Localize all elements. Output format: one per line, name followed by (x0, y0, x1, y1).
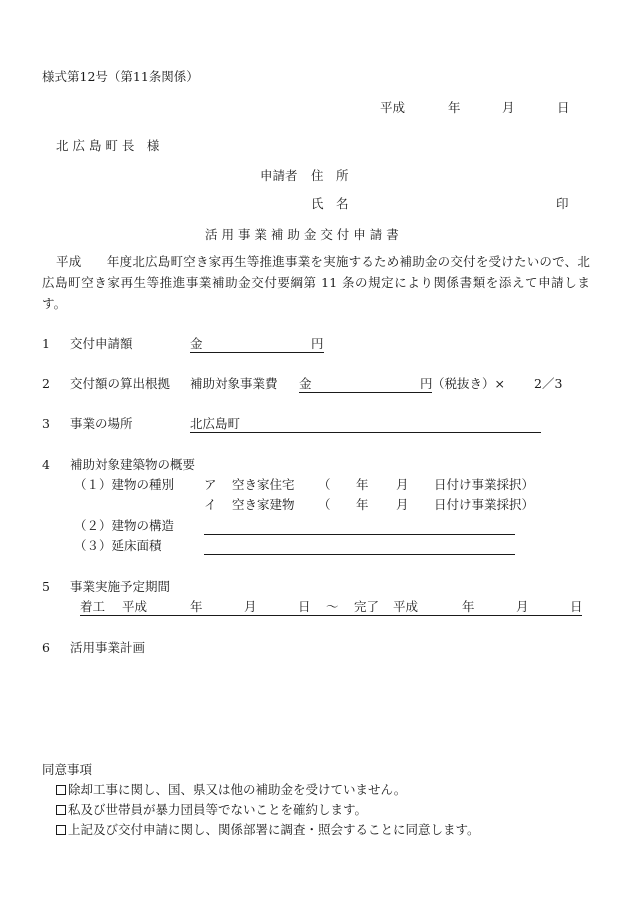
consent-item (56, 782, 406, 798)
item-5-number: 5 (42, 579, 50, 594)
consent-text-3: 上記及び交付申請に関し、関係部署に調査・照会することに同意します。 (68, 822, 480, 837)
date-year: 年 (448, 100, 461, 115)
item-1-number: 1 (42, 336, 50, 351)
item-3-place: 北広島町 (190, 416, 241, 431)
option-a-year: 年 (356, 477, 369, 492)
applicant-label: 申請者 (260, 168, 298, 183)
option-b-year: 年 (356, 497, 369, 512)
item-2-tax-note: （税抜き）× (432, 376, 505, 391)
applicant-address-label: 住 所 (311, 168, 349, 183)
end-day: 日 (570, 599, 583, 614)
option-a-tail: 日付け事業採択） (434, 477, 535, 492)
form-number: 様式第12号（第11条関係） (42, 69, 199, 84)
utilization-plan-area[interactable] (70, 660, 590, 755)
option-a-text: 空き家住宅 (232, 477, 295, 492)
item-2-label: 交付額の算出根拠 (70, 376, 171, 391)
requested-amount-field[interactable] (190, 336, 324, 353)
option-b-month: 月 (396, 497, 409, 512)
project-location-field[interactable] (190, 416, 541, 433)
floor-area-field[interactable] (204, 538, 515, 555)
end-year: 年 (462, 599, 475, 614)
document-title: 活 用 事 業 補 助 金 交 付 申 請 書 (205, 227, 399, 242)
option-b-letter: イ (204, 497, 217, 512)
end-era: 平成 (393, 599, 419, 614)
consent-item (56, 822, 480, 838)
option-b-paren: （ (318, 497, 331, 512)
date-day: 日 (557, 100, 570, 115)
end-label: 完了 (354, 599, 380, 614)
item-5-label: 事業実施予定期間 (70, 579, 171, 594)
item-4-number: 4 (42, 457, 50, 472)
item-1-label: 交付申請額 (70, 336, 133, 351)
consent-item (56, 802, 367, 818)
option-a-paren: （ (318, 477, 331, 492)
building-structure-field[interactable] (204, 518, 515, 535)
start-label: 着工 (80, 599, 106, 614)
option-a-letter: ア (204, 477, 217, 492)
item-6-label: 活用事業計画 (70, 640, 146, 655)
application-body-text: 平成 年度北広島町空き家再生等推進事業を実施するため補助金の交付を受けたいので、北広島町空き家再生等推進事業補助金交付要綱第 11 条の規定により関係書類を添えて申請します。 (42, 254, 590, 311)
seal-mark: 印 (556, 196, 569, 211)
item-2-ratio: 2／3 (534, 376, 563, 391)
item-4-label: 補助対象建築物の概要 (70, 457, 196, 472)
consent-heading: 同意事項 (42, 762, 93, 777)
item-1-yen: 円 (311, 336, 324, 351)
floor-area-label: （３）延床面積 (74, 538, 162, 553)
start-year: 年 (190, 599, 203, 614)
end-month: 月 (516, 599, 529, 614)
item-2-number: 2 (42, 376, 50, 391)
item-3-label: 事業の場所 (70, 416, 133, 431)
item-6-number: 6 (42, 640, 50, 655)
start-month: 月 (244, 599, 257, 614)
date-era: 平成 (380, 100, 406, 115)
consent-checkbox-1[interactable] (56, 785, 66, 795)
project-cost-field[interactable] (299, 376, 432, 393)
item-2-sub-label: 補助対象事業費 (190, 376, 278, 391)
start-day: 日 (298, 599, 311, 614)
applicant-name-label: 氏 名 (311, 196, 349, 211)
option-a-month: 月 (396, 477, 409, 492)
start-era: 平成 (122, 599, 148, 614)
item-2-kin: 金 (299, 376, 312, 391)
consent-text-2: 私及び世帯員が暴力団員等でないことを確約します。 (68, 802, 368, 817)
building-structure-label: （２）建物の構造 (74, 518, 175, 533)
period-tilde: ～ (326, 599, 339, 614)
item-3-number: 3 (42, 416, 50, 431)
option-b-tail: 日付け事業採択） (434, 497, 535, 512)
consent-checkbox-3[interactable] (56, 825, 66, 835)
addressee: 北 広 島 町 長 様 (56, 138, 160, 153)
consent-text-1: 除却工事に関し、国、県又は他の補助金を受けていません。 (68, 782, 407, 797)
date-month: 月 (502, 100, 515, 115)
option-b-text: 空き家建物 (232, 497, 295, 512)
item-1-kin: 金 (190, 336, 203, 351)
building-type-label: （１）建物の種別 (74, 477, 175, 492)
consent-checkbox-2[interactable] (56, 805, 66, 815)
item-2-yen: 円 (420, 376, 433, 391)
